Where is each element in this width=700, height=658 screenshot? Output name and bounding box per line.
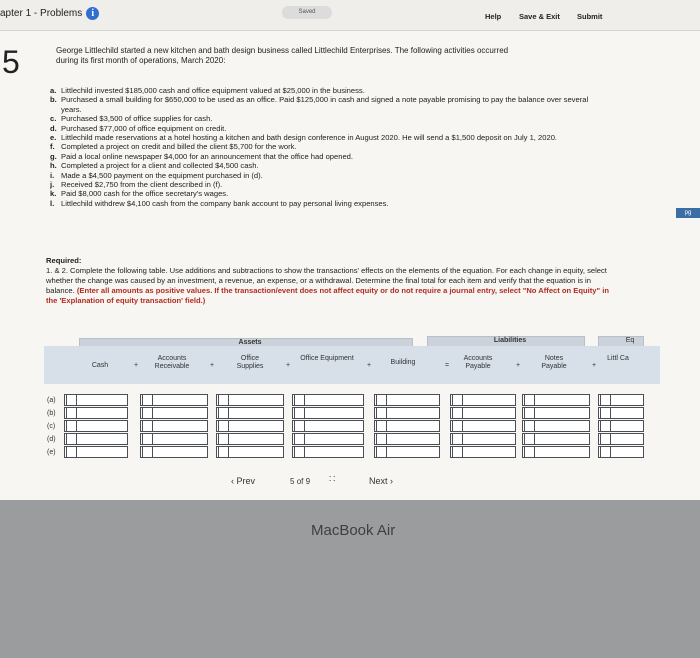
sign-select[interactable] [294, 433, 305, 445]
prev-label: Prev [236, 476, 256, 486]
info-icon[interactable]: i [86, 7, 99, 20]
sign-select[interactable] [66, 394, 77, 406]
activity-text: Purchased a small building for $650,000 to be used as an office. Paid $125,000 in cash and signed a note payable promising to pay the balance over several years. [61, 95, 589, 114]
row-label: (b) [47, 410, 56, 417]
assignment-title [0, 7, 99, 20]
plus-sign: + [592, 362, 597, 369]
next-label: Next [369, 476, 388, 486]
row-label: (a) [47, 397, 56, 404]
row-label: (d) [47, 436, 56, 443]
page-of: of [296, 477, 304, 486]
activity-item [50, 152, 600, 161]
plus-sign: + [286, 362, 291, 369]
activity-text: Littlechild invested $185,000 cash and office equipment valued at $25,000 in the business. [61, 86, 365, 95]
required-section [46, 256, 614, 306]
sign-select[interactable] [452, 407, 463, 419]
plus-sign: + [134, 362, 139, 369]
activity-item [50, 189, 600, 198]
sign-select[interactable] [294, 446, 305, 458]
column-header-office-equipment: Office Equipment [300, 355, 354, 362]
prev-button[interactable]: ‹ Prev [231, 476, 256, 486]
assets-label: Assets [238, 339, 262, 346]
required-heading: Required: [46, 256, 82, 265]
help-button[interactable]: Help [485, 12, 502, 21]
sign-select[interactable] [524, 407, 535, 419]
page-current: 5 [290, 477, 295, 486]
column-header-office-supplies: Office Supplies [236, 355, 264, 370]
activity-text: Paid $8,000 cash for the office secretary's wages. [61, 189, 229, 199]
required-note: (Enter all amounts as positive values. If the transaction/event does not affect equity or do not require a journal entry, select "No Affect on Equity" in the 'Explanation of equity transaction' field.) [46, 286, 609, 305]
activity-item [50, 114, 600, 123]
sign-select[interactable] [600, 433, 611, 445]
page-indicator [290, 477, 310, 486]
sign-select[interactable] [218, 433, 229, 445]
activity-text: Littlechild made reservations at a hotel hosting a kitchen and bath design conference in August 2020. He will send a $1,500 deposit on July 1, 2020. [61, 133, 558, 143]
activity-key: l. [50, 198, 55, 208]
activity-text: Paid a local online newspaper $4,000 for an announcement that the office had opened. [61, 151, 354, 161]
activity-text: Made a $4,500 payment on the equipment purchased in (d). [61, 170, 263, 180]
sign-select[interactable] [452, 446, 463, 458]
activity-key: g. [50, 151, 57, 161]
column-header-building: Building [390, 359, 416, 366]
intro-line: George Littlechild started a new kitchen and bath design business called Littlechild Enterprises. The following activities occurred [56, 46, 509, 55]
activity-key: d. [50, 123, 57, 133]
activity-item [50, 124, 600, 133]
assignment-title-text: apter 1 - Problems [0, 8, 83, 19]
required-text: 1. & 2. Complete the following table. Use additions and subtractions to show the transactions' effects on the elements of the equation. For each change in equity, select whether the change was caused by an investment, a revenue, an expense, or a withdrawal. Determine the final total for each item and verify that the equation is in balance. [46, 266, 607, 295]
intro-line: during its first month of operations, March 2020: [56, 56, 226, 65]
activity-item [50, 180, 600, 189]
sign-select[interactable] [376, 394, 387, 406]
question-number: 5 [2, 44, 20, 80]
sign-select[interactable] [66, 433, 77, 445]
sign-select[interactable] [600, 407, 611, 419]
activity-key: f. [50, 142, 55, 152]
sign-select[interactable] [142, 420, 153, 432]
sign-select[interactable] [218, 446, 229, 458]
sign-select[interactable] [66, 420, 77, 432]
sign-select[interactable] [600, 420, 611, 432]
activity-list [50, 86, 600, 208]
sign-select[interactable] [294, 407, 305, 419]
sign-select[interactable] [218, 420, 229, 432]
activity-key: j. [50, 180, 55, 190]
activity-text: Littlechild withdrew $4,100 cash from the company bank account to pay personal living expenses. [61, 198, 389, 208]
sign-select[interactable] [452, 394, 463, 406]
sign-select[interactable] [142, 394, 153, 406]
sign-select[interactable] [142, 407, 153, 419]
sign-select[interactable] [218, 394, 229, 406]
activity-key: i. [50, 170, 55, 180]
column-header-accounts-receivable: Accounts Receivable [154, 355, 190, 370]
plus-sign: + [367, 362, 372, 369]
sign-select[interactable] [66, 407, 77, 419]
row-label: (c) [47, 423, 56, 430]
next-button[interactable]: Next › [369, 476, 394, 486]
save-exit-button[interactable]: Save & Exit [519, 12, 560, 21]
plus-sign: + [516, 362, 521, 369]
equals-sign: = [445, 362, 450, 369]
bezel-label: MacBook Air [311, 522, 396, 539]
side-tab[interactable]: pg [676, 208, 700, 218]
activity-key: c. [50, 114, 57, 124]
column-header-equity: Littl Ca [607, 355, 629, 362]
sign-select[interactable] [376, 446, 387, 458]
column-header-accounts-payable: Accounts Payable [463, 355, 493, 370]
activity-text: Purchased $77,000 of office equipment on credit. [61, 123, 227, 133]
row-label: (e) [47, 449, 56, 456]
sign-select[interactable] [66, 446, 77, 458]
activity-item [50, 171, 600, 180]
sign-select[interactable] [600, 446, 611, 458]
activity-text: Purchased $3,500 of office supplies for cash. [61, 114, 213, 124]
sign-select[interactable] [524, 394, 535, 406]
activity-text: Completed a project on credit and billed the client $5,700 for the work. [61, 142, 297, 152]
grid-icon[interactable]: ∷ [329, 474, 336, 485]
activity-item [50, 133, 600, 142]
activity-key: k. [50, 189, 57, 199]
sign-select[interactable] [218, 407, 229, 419]
activity-key: e. [50, 133, 57, 143]
sign-select[interactable] [142, 433, 153, 445]
column-header-cash: Cash [91, 362, 109, 369]
page-total: 9 [305, 477, 311, 486]
plus-sign: + [210, 362, 215, 369]
submit-button[interactable]: Submit [577, 12, 603, 21]
activity-item [50, 161, 600, 170]
sign-select[interactable] [452, 433, 463, 445]
sign-select[interactable] [142, 446, 153, 458]
question-intro [56, 46, 596, 66]
activity-key: a. [50, 86, 57, 95]
sign-select[interactable] [376, 420, 387, 432]
top-bar [0, 0, 700, 31]
saved-status: Saved [282, 6, 332, 19]
sign-select[interactable] [376, 433, 387, 445]
sign-select[interactable] [376, 407, 387, 419]
sign-select[interactable] [452, 420, 463, 432]
sign-select[interactable] [524, 433, 535, 445]
activity-item [50, 199, 600, 208]
sign-select[interactable] [294, 420, 305, 432]
column-header-notes-payable: Notes Payable [541, 355, 567, 370]
activity-item [50, 86, 600, 95]
sign-select[interactable] [294, 394, 305, 406]
equity-label: Eq [625, 337, 635, 344]
sign-select[interactable] [600, 394, 611, 406]
activity-key: b. [50, 95, 57, 105]
activity-key: h. [50, 161, 57, 171]
activity-text: Received $2,750 from the client described in (f). [61, 180, 223, 190]
sign-select[interactable] [524, 420, 535, 432]
sign-select[interactable] [524, 446, 535, 458]
activity-item [50, 95, 600, 114]
activity-item [50, 142, 600, 151]
activity-text: Completed a project for a client and collected $4,500 cash. [61, 161, 259, 171]
liabilities-label: Liabilities [493, 337, 527, 344]
